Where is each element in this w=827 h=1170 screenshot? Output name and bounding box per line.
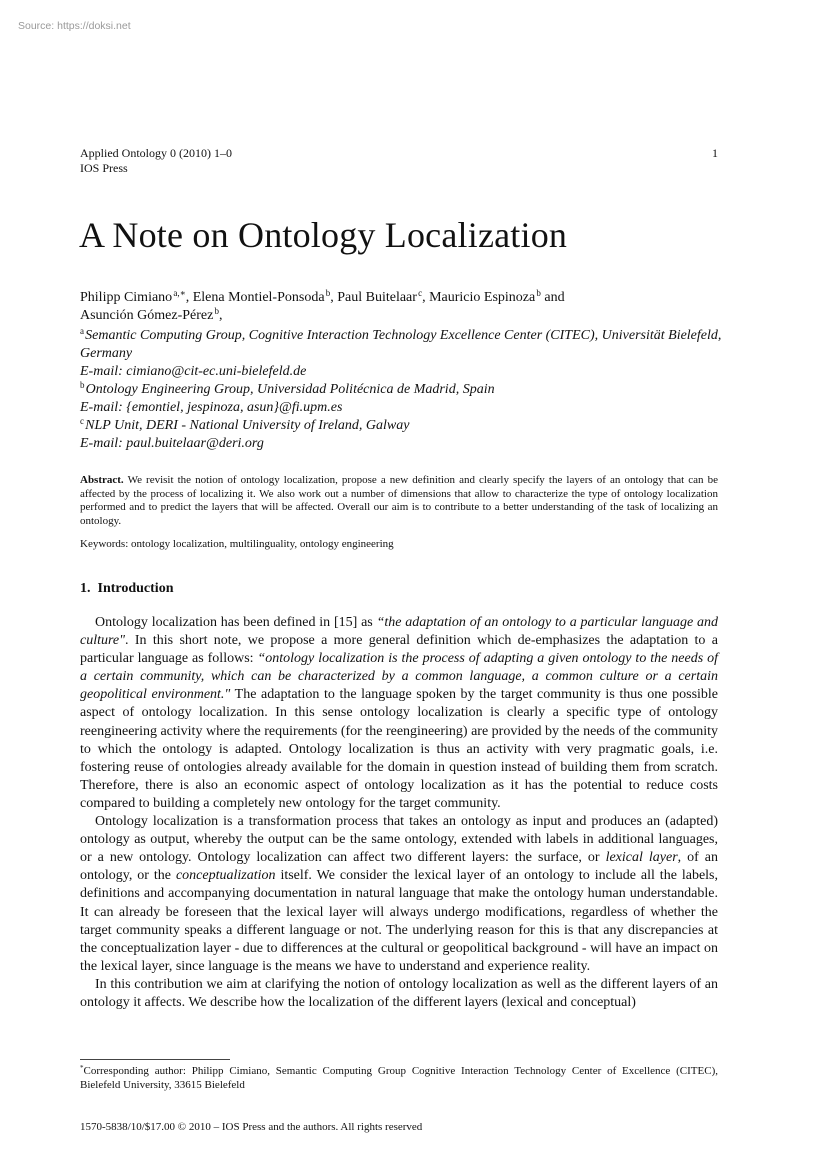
text-run: Ontology localization has been defined in [15] as <box>95 615 377 630</box>
section-number: 1. <box>80 581 91 596</box>
author-name: Paul Buitelaar <box>337 290 417 305</box>
affiliation-text: Semantic Computing Group, Cognitive Interaction Technology Excellence Center (CITEC), Universität Bielefeld, Germany <box>80 328 722 361</box>
affiliation-list <box>80 327 725 453</box>
author-list: Philipp Cimiano $^{a,∗}$, Elena Montiel-Ponsoda $^b$, Paul Buitelaar $^c$, Mauricio Espinoza $^b$ and Asunción Gómez-Pérez $^b$, <box>80 288 565 323</box>
affiliation-email: E-mail: paul.buitelaar@deri.org <box>80 436 264 451</box>
quoted-definition: “ontology localization is the process of adapting a given ontology to the needs of a certain community, which can be characterized by a common language, a common culture or a certain geopolitical environment." <box>80 651 719 703</box>
text-run: itself. We consider the lexical layer of an ontology to include all the labels, definitions and accompanying documentation in natural language that make the ontology human understandable. It can already be foreseen that the lexical layer will always undergo modifications, regardless of whether the target community speaks a different language or not. The underlying reason for this is that any discrepancies at the conceptualization layer - due to differences at the cultural or geopolitical background - will have an impact on the lexical layer, since language is the means we have to understand and experience reality. <box>80 868 718 974</box>
author-affiliation-mark: a,∗ <box>173 288 186 298</box>
paragraph <box>80 614 718 813</box>
text-run: , of an ontology, or the <box>80 850 719 884</box>
footnote-mark: * <box>80 1064 84 1072</box>
author-conjunction: and <box>544 290 565 305</box>
body-text <box>80 614 718 1012</box>
section-heading <box>80 581 173 597</box>
author-affiliation-mark: b <box>536 288 541 298</box>
page-number: 1 <box>712 146 718 160</box>
footnote <box>80 1064 718 1092</box>
affiliation-mark: a <box>80 326 84 336</box>
quoted-definition: “the adaptation of an ontology to a particular language and culture" <box>80 615 718 649</box>
author-affiliation-mark: b <box>325 288 331 298</box>
footnote-divider <box>80 1059 230 1060</box>
running-head <box>80 146 232 176</box>
abstract <box>80 474 718 528</box>
paper-title: A Note on Ontology Localization <box>79 215 568 255</box>
author-affiliation-mark: c <box>418 288 423 298</box>
footnote-text: Corresponding author: Philipp Cimiano, Semantic Computing Group Cognitive Interaction Technology Center of Excellence (CITEC), Bielefeld University, 33615 Bielefeld <box>80 1065 718 1091</box>
publisher: IOS Press <box>80 161 128 175</box>
affiliation-email: E-mail: cimiano@cit-ec.uni-bielefeld.de <box>80 364 307 379</box>
affiliation-c <box>80 417 725 435</box>
emphasis: conceptualization <box>175 868 276 884</box>
author-name: Philipp Cimiano <box>80 290 173 305</box>
keywords: Keywords: ontology localization, multilinguality, ontology engineering <box>80 538 394 550</box>
affiliation-mark: c <box>80 416 84 426</box>
section-title: Introduction <box>97 581 174 596</box>
emphasis: lexical layer <box>605 850 678 866</box>
text-run: . In this short note, we propose a more general definition which de-emphasizes the adaptation to a particular language as follows: <box>80 633 718 667</box>
author-name: Elena Montiel-Ponsoda <box>192 290 325 305</box>
affiliation-mark: b <box>80 380 85 390</box>
author-name: Asunción Gómez-Pérez <box>80 308 214 323</box>
author-affiliation-mark: b <box>214 306 220 316</box>
journal-citation: Applied Ontology 0 (2010) 1–0 <box>80 146 232 160</box>
source-watermark: Source: https://doksi.net <box>18 20 131 32</box>
text-run: Ontology localization is a transformation process that takes an ontology as input and produces an (adapted) ontology as output, whereby the output can be the same ontology, extended with labels in additional languages, or a new ontology. Ontology localization can affect two different layers: the surface, or <box>80 814 718 866</box>
affiliation-a <box>80 327 725 363</box>
author-name: Mauricio Espinoza <box>429 290 536 305</box>
copyright-line: 1570-5838/10/$17.00 © 2010 – IOS Press and the authors. All rights reserved <box>80 1121 423 1133</box>
text-run: The adaptation to the language spoken by the target community is thus one possible aspect of ontology localization. In this sense ontology localization is clearly a specific type of ontology reengineering activity where the requirements (for the reengineering) are provided by the needs of the community to which the ontology is adapted. Ontology localization is thus an activity with very pragmatic goals, i.e. fostering reuse of ontologies already available for the domain in question instead of building them from scratch. Therefore, there is also an economic aspect of ontology localization as it has the potential to reduce costs compared to building a completely new ontology for the target community. <box>80 687 719 811</box>
affiliation-b <box>80 381 725 399</box>
abstract-text: We revisit the notion of ontology localization, propose a new definition and clearly specify the layers of an ontology that can be affected by the process of localizing it. We also work out a number of dimensions that allow to characterize the type of ontology localization performed and to predict the layers that will be affected. Overall our aim is to contribute to a better understanding of the task of localizing an ontology. <box>80 474 718 527</box>
affiliation-text: Ontology Engineering Group, Universidad Politécnica de Madrid, Spain <box>85 382 495 397</box>
abstract-label: Abstract. <box>80 474 124 486</box>
affiliation-email: E-mail: {emontiel, jespinoza, asun}@fi.upm.es <box>80 400 343 415</box>
paragraph <box>80 813 718 976</box>
affiliation-text: NLP Unit, DERI - National University of Ireland, Galway <box>85 418 410 433</box>
paragraph: In this contribution we aim at clarifying the notion of ontology localization as well as the different layers of an ontology it affects. We describe how the localization of the different layers (lexical and conceptual) <box>80 976 718 1010</box>
